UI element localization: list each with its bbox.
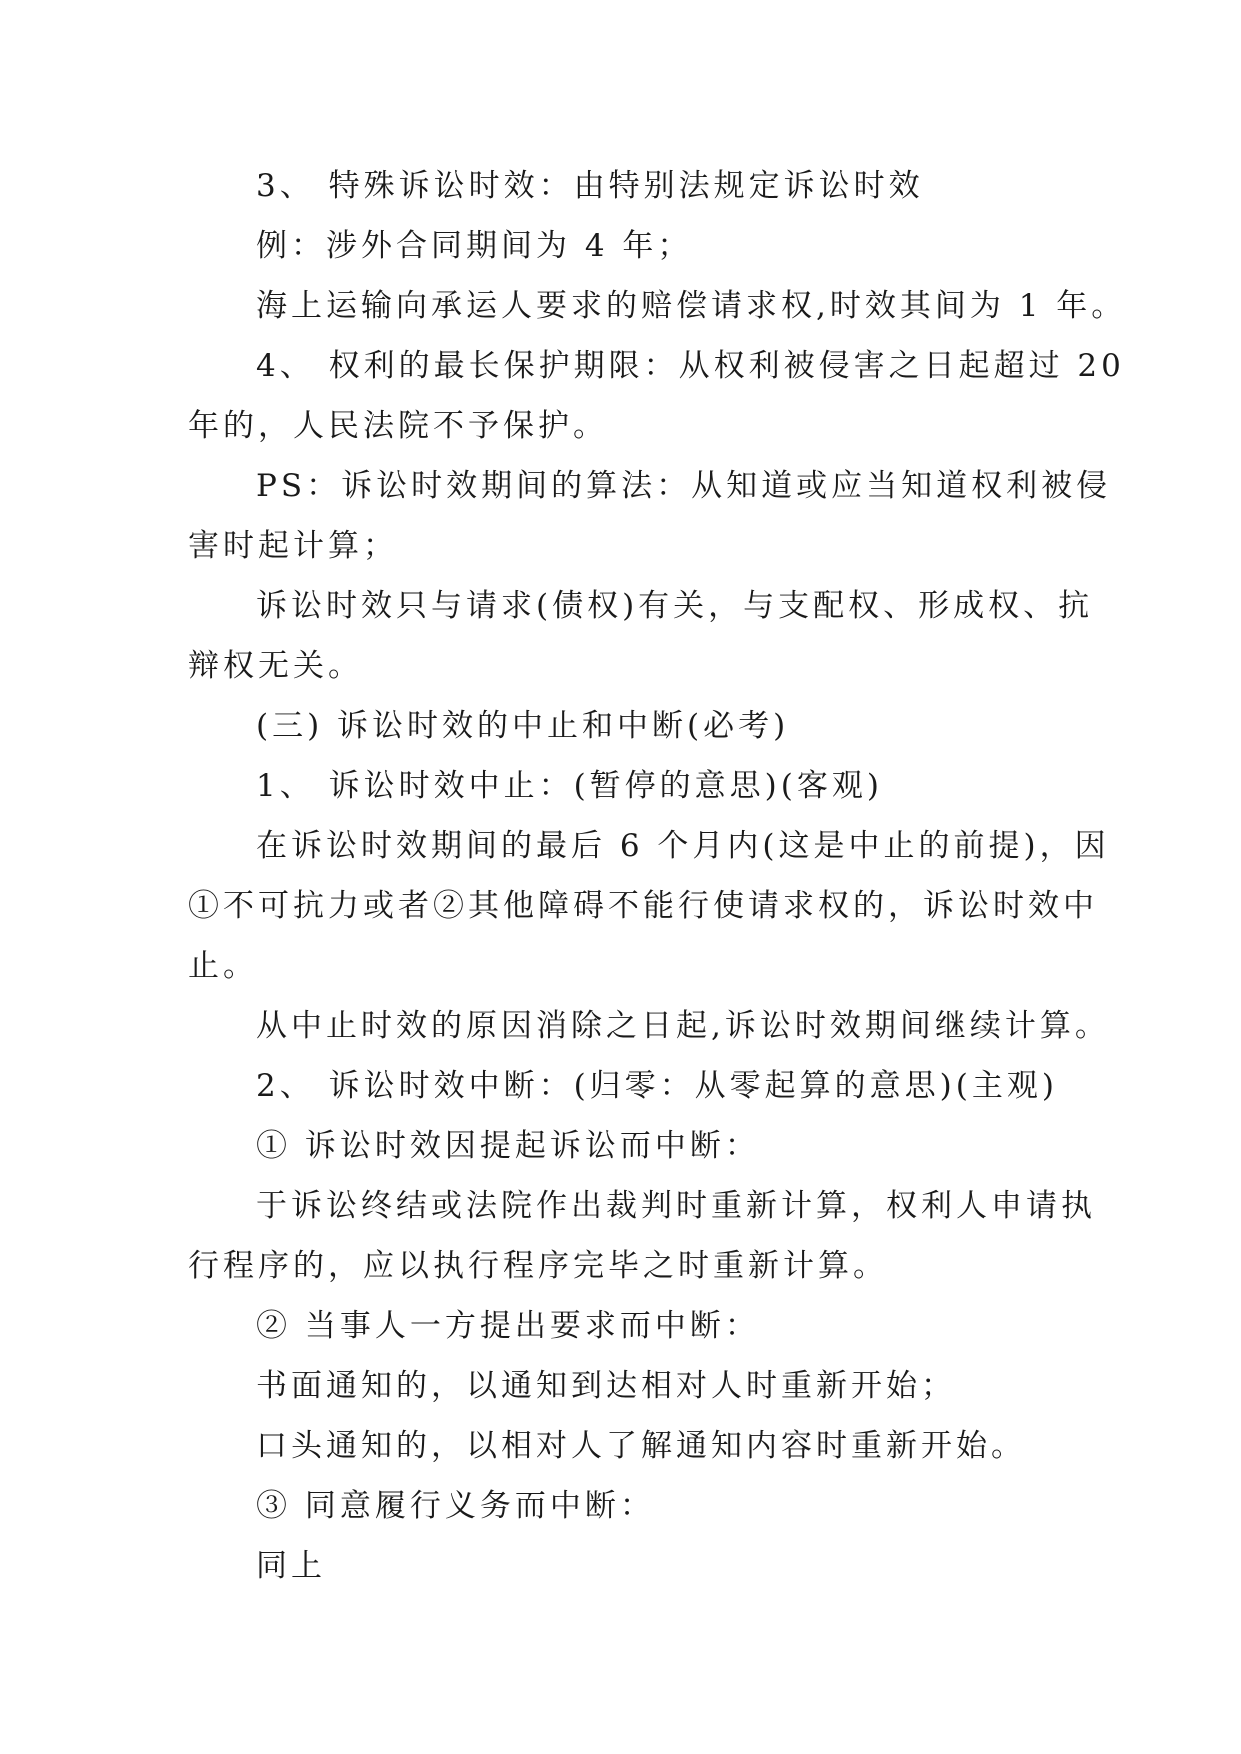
text-line: 海上运输向承运人要求的赔偿请求权,时效其间为 1 年。 <box>256 288 1127 324</box>
text-line: 例：涉外合同期间为 4 年； <box>256 228 693 264</box>
text-line: ② 当事人一方提出要求而中断： <box>256 1308 760 1344</box>
text-line: 书面通知的，以通知到达相对人时重新开始； <box>256 1368 956 1404</box>
text-line: 在诉讼时效期间的最后 6 个月内(这是中止的前提)，因 <box>256 828 1110 864</box>
text-line: ③ 同意履行义务而中断： <box>256 1488 655 1524</box>
text-line: 1、 诉讼时效中止：(暂停的意思)(客观) <box>256 768 883 804</box>
text-line: 辩权无关。 <box>188 648 363 684</box>
text-line: ① 诉讼时效因提起诉讼而中断： <box>256 1128 760 1164</box>
text-line: 2、 诉讼时效中断：(归零：从零起算的意思)(主观) <box>256 1068 1058 1104</box>
text-line: ①不可抗力或者②其他障碍不能行使请求权的，诉讼时效中 <box>188 888 1098 924</box>
text-line: 口头通知的，以相对人了解通知内容时重新开始。 <box>256 1428 1026 1464</box>
text-line: 3、 特殊诉讼时效：由特别法规定诉讼时效 <box>256 168 924 204</box>
text-line: 诉讼时效只与请求(债权)有关，与支配权、形成权、抗 <box>256 588 1094 624</box>
text-line: PS：诉讼时效期间的算法：从知道或应当知道权利被侵 <box>256 468 1112 504</box>
text-line: 4、 权利的最长保护期限：从权利被侵害之日起超过 20 <box>256 348 1125 384</box>
text-line: 行程序的，应以执行程序完毕之时重新计算。 <box>188 1248 888 1284</box>
text-line: 止。 <box>188 948 258 984</box>
text-line: 从中止时效的原因消除之日起,诉讼时效期间继续计算。 <box>256 1008 1110 1044</box>
section-heading: (三) 诉讼时效的中止和中断(必考) <box>256 708 790 744</box>
text-line: 同上 <box>256 1548 326 1584</box>
text-line: 年的，人民法院不予保护。 <box>188 408 608 444</box>
text-line: 于诉讼终结或法院作出裁判时重新计算，权利人申请执 <box>256 1188 1096 1224</box>
text-line: 害时起计算； <box>188 528 398 564</box>
